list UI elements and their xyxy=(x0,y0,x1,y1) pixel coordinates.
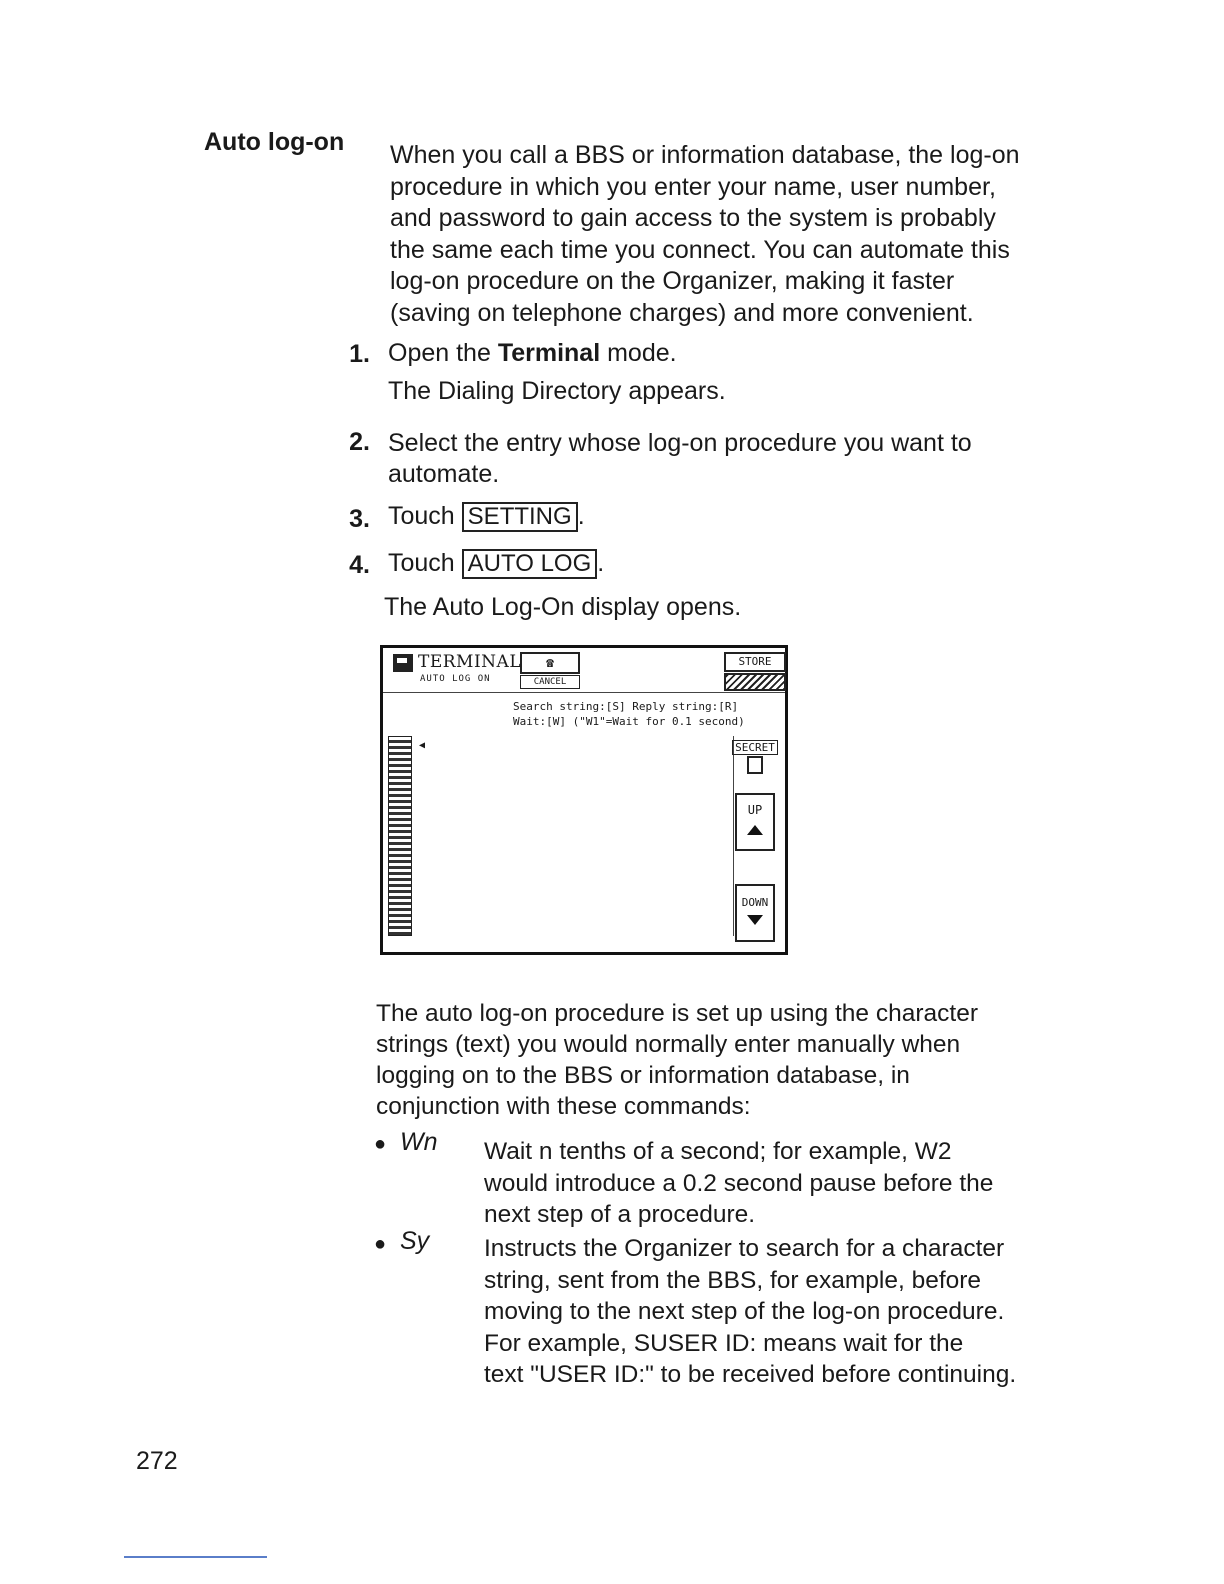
step-2-number: 2. xyxy=(349,428,370,456)
step-1-note: The Dialing Directory appears. xyxy=(388,377,726,405)
command-label-sy: Sy xyxy=(400,1227,430,1255)
command-line: Wait n tenths of a second; for example, W2 xyxy=(484,1138,952,1165)
step-1-bold: Terminal xyxy=(497,339,601,367)
step-4-note: The Auto Log-On display opens. xyxy=(384,593,742,621)
step-2-text xyxy=(388,428,1048,490)
step-3-pre: Touch xyxy=(388,502,462,530)
step-4-pre: Touch xyxy=(388,549,462,577)
terminal-icon xyxy=(393,654,413,672)
explanation-paragraph xyxy=(376,998,1056,1122)
command-line: text "USER ID:" to be received before continuing. xyxy=(484,1361,1017,1388)
side-strip[interactable] xyxy=(388,736,412,936)
down-label: DOWN xyxy=(741,896,769,909)
command-line: would introduce a 0.2 second pause before the xyxy=(484,1169,994,1197)
explanation-line: conjunction with these commands: xyxy=(376,1093,751,1120)
intro-line: When you call a BBS or information database, the log-on xyxy=(390,141,1020,169)
secret-label: SECRET xyxy=(732,740,778,755)
step-2-line: Select the entry whose log-on procedure you want to xyxy=(388,429,972,457)
step-1-number: 1. xyxy=(349,340,370,368)
auto-log-button[interactable]: AUTO LOG xyxy=(462,549,598,579)
header-divider xyxy=(383,692,785,693)
command-label-wn: Wn xyxy=(400,1128,438,1156)
up-arrow-icon xyxy=(747,825,763,835)
hint-line-1: Search string:[S] Reply string:[R] xyxy=(513,700,739,713)
explanation-line: The auto log-on procedure is set up using the character xyxy=(376,1000,978,1027)
intro-line: the same each time you connect. You can automate this xyxy=(390,235,1010,264)
hint-line-2: Wait:[W] ("W1"=Wait for 0.1 second) xyxy=(513,715,745,728)
command-line: For example, SUSER ID: means wait for the xyxy=(484,1329,964,1357)
step-4-text xyxy=(388,548,604,579)
command-desc-wn xyxy=(484,1136,1064,1231)
command-desc-sy xyxy=(484,1233,1064,1391)
down-arrow-icon xyxy=(747,915,763,925)
step-3-number: 3. xyxy=(349,505,370,533)
command-line: Instructs the Organizer to search for a character xyxy=(484,1235,1005,1262)
bullet-icon: ● xyxy=(374,1233,387,1255)
intro-line: (saving on telephone charges) and more convenient. xyxy=(390,298,974,327)
intro-line: log-on procedure on the Organizer, making it faster xyxy=(390,267,955,295)
intro-paragraph xyxy=(390,140,1070,329)
step-4-post: . xyxy=(597,549,605,577)
footer-rule xyxy=(124,1556,267,1558)
command-line: moving to the next step of the log-on procedure. xyxy=(484,1298,1005,1325)
step-1-text xyxy=(388,338,677,369)
log-on-edit-area[interactable] xyxy=(413,736,733,936)
command-line: string, sent from the BBS, for example, before xyxy=(484,1266,982,1294)
secret-checkbox[interactable] xyxy=(747,756,763,774)
explanation-line: strings (text) you would normally enter manually when xyxy=(376,1031,961,1058)
up-button[interactable] xyxy=(735,793,775,851)
setting-button[interactable]: SETTING xyxy=(462,502,578,532)
explanation-line: logging on to the BBS or information database, in xyxy=(376,1062,910,1089)
cancel-button[interactable]: CANCEL xyxy=(520,675,580,689)
step-3-post: . xyxy=(577,502,585,530)
command-line: next step of a procedure. xyxy=(484,1201,756,1228)
page-number: 272 xyxy=(136,1447,178,1475)
step-2-line: automate. xyxy=(388,460,500,488)
screen-subtitle: AUTO LOG ON xyxy=(420,674,491,684)
handset-icon: ☎ xyxy=(520,652,580,674)
up-label: UP xyxy=(747,803,763,817)
auto-log-on-screen xyxy=(380,645,788,955)
step-1-pre: Open the xyxy=(388,339,498,367)
section-heading: Auto log-on xyxy=(204,128,345,156)
screen-title: TERMINAL xyxy=(418,652,522,672)
intro-line: and password to gain access to the system is probably xyxy=(390,204,996,232)
intro-line: procedure in which you enter your name, user number, xyxy=(390,172,996,201)
step-4-number: 4. xyxy=(349,551,370,579)
bullet-icon: ● xyxy=(374,1133,387,1155)
store-button[interactable]: STORE xyxy=(724,652,786,672)
step-3-text xyxy=(388,501,585,532)
down-button[interactable] xyxy=(735,884,775,942)
step-1-post: mode. xyxy=(600,339,677,367)
store-icon xyxy=(724,673,786,691)
cursor-icon: ◀ xyxy=(419,740,426,751)
